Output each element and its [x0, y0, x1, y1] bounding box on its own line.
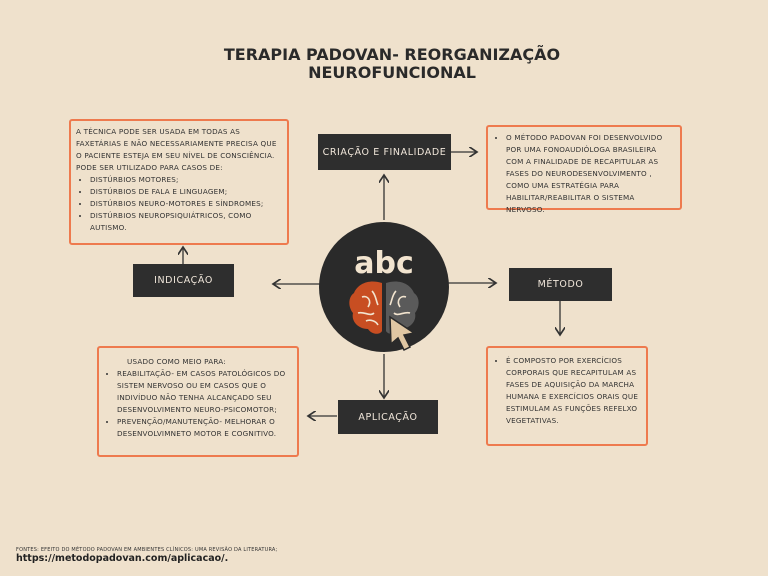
footer	[16, 547, 277, 564]
list-item: • DISTÚRBIOS NEUROPSIQUIÁTRICOS, COMO AUTISMO.	[90, 210, 282, 234]
list-item: • DISTÚRBIOS NEURO-MOTORES E SÍNDROMES;	[90, 198, 282, 210]
node-metodo-label: MÉTODO	[537, 279, 584, 290]
node-metodo	[509, 268, 612, 301]
list-item: • REABILITAÇÃO- EM CASOS PATOLÓGICOS DO SISTEM NERVOSO OU EM CASOS QUE O INDIVÍDUO NÃO TENHA ALCANÇADO SEU DESENVOLVIMENTO NEURO-PSICOMOTOR;	[117, 368, 293, 416]
node-criacao	[318, 134, 451, 170]
aplicacao-box	[97, 346, 299, 457]
node-aplicacao-label: APLICAÇÃO	[358, 411, 418, 423]
footer-source: FONTES: EFEITO DO MÉTODO PADOVAN EM AMBIENTES CLÍNICOS: UMA REVISÃO DA LITERATURA;	[16, 547, 278, 553]
node-criacao-label: CRIAÇÃO E FINALIDADE	[322, 146, 447, 158]
aplicacao-intro: USADO COMO MEIO PARA:	[127, 357, 226, 366]
node-aplicacao	[338, 400, 438, 434]
indicacao-intro: A TÉCNICA PODE SER USADA EM TODAS AS FAXETÁRIAS E NÃO NECESSARIAMENTE PRECISA QUE O PACIENTE ESTEJA EM SEU NÍVEL DE CONSCIÊNCIA. PODE SER UTILIZADO PARA CASOS DE:	[76, 127, 277, 172]
indicacao-box	[69, 119, 289, 245]
criacao-box	[486, 125, 682, 214]
title-line-1: TERAPIA PADOVAN- REORGANIZAÇÃO	[223, 45, 561, 64]
list-item: • DISTÚRBIOS DE FALA E LINGUAGEM;	[90, 186, 282, 198]
list-item: • PREVENÇÃO/MANUTENÇÃO- MELHORAR O DESENVOLVIMNETO MOTOR E COGNITIVO.	[117, 416, 293, 440]
list-item: • É COMPOSTO POR EXERCÍCIOS CORPORAIS QUE RECAPITULAM AS FASES DE AQUISIÇÃO DA MARCHA HUMANA E EXERCÍCIOS ORAIS QUE ESTIMULAM AS FUNÇÕES REFELXO VEGETATIVAS.	[506, 355, 640, 427]
node-indicacao	[133, 264, 234, 297]
metodo-box	[486, 346, 648, 446]
title-line-2: NEUROFUNCIONAL	[308, 63, 476, 82]
node-indicacao-label: INDICAÇÃO	[154, 275, 213, 286]
abc-logo-text: abc	[354, 246, 414, 281]
list-item: • DISTÚRBIOS MOTORES;	[90, 174, 282, 186]
list-item: • O MÉTODO PADOVAN FOI DESENVOLVIDO POR UMA FONOAUDIÓLOGA BRASILEIRA COM A FINALIDADE DE RECAPITULAR AS FASES DO NEURODESENVOLVIMENTO , COMO UMA ESTRATÉGIA PARA HABILITAR/REABILITAR O SISTEMA NERVOSO.	[506, 132, 672, 216]
center-logo	[318, 221, 450, 353]
footer-url: https://metodopadovan.com/aplicacao/.	[16, 553, 229, 564]
